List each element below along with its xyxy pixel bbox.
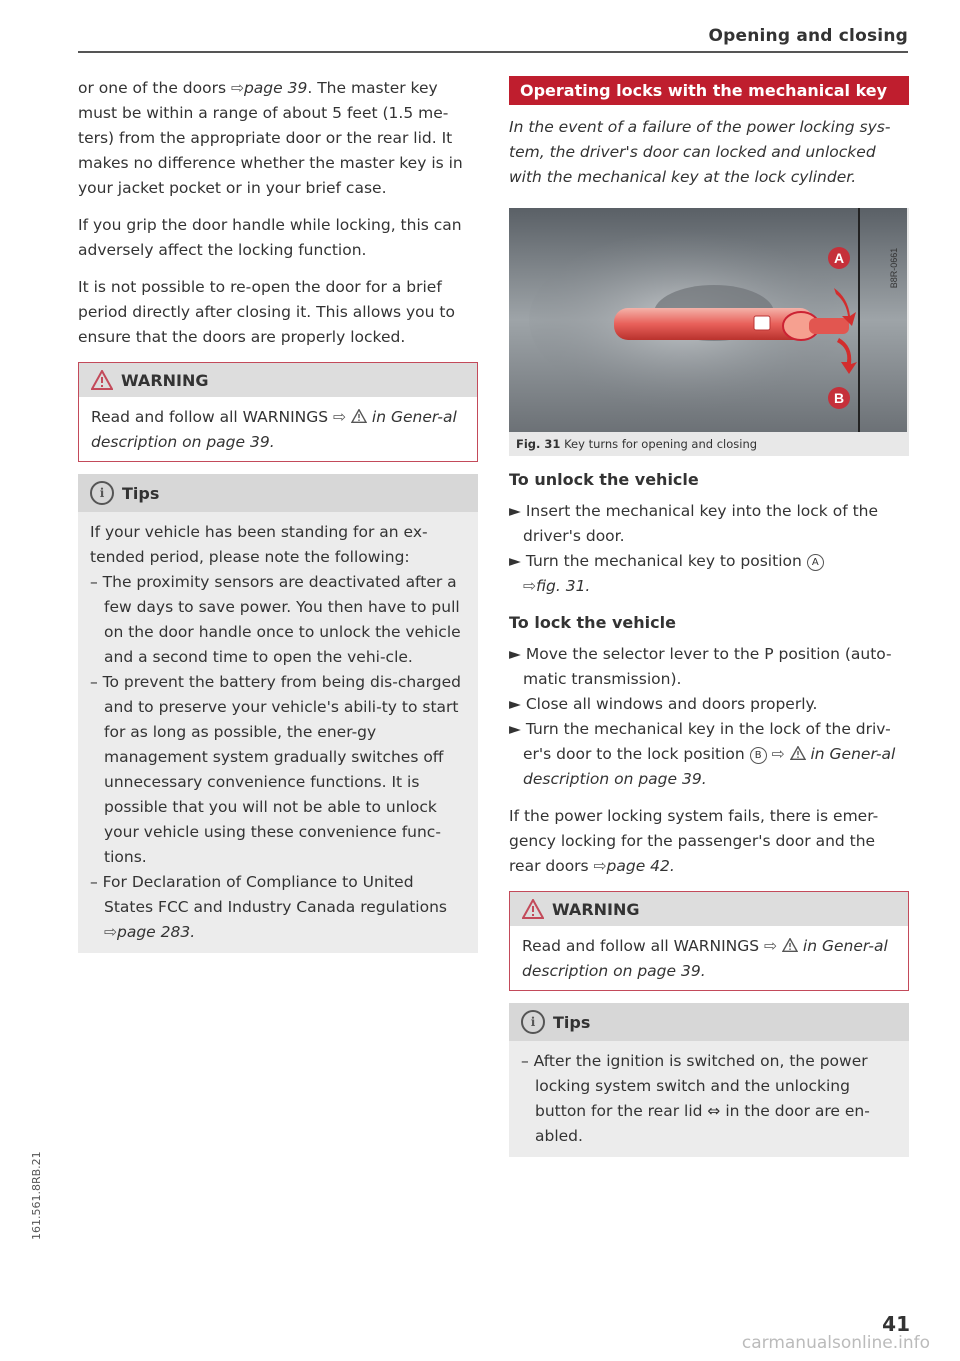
warning-text: Read and follow all WARNINGS ⇨ in Gener-al description on page 39. [91, 408, 457, 451]
right-column [509, 76, 909, 1157]
tips-item: – For Declaration of Compliance to United States FCC and Industry Canada regulations ⇨page 283. [90, 873, 447, 941]
position-a-icon: A [807, 554, 824, 571]
warning-box [78, 362, 478, 462]
page-header: Opening and closing [708, 26, 908, 46]
warning-link[interactable]: in Gener-al description on page 39. [522, 937, 888, 980]
side-code: 161.561.8RB.21 [30, 1151, 43, 1240]
arrow-icon: ⇨ [333, 408, 347, 426]
tips-box [78, 474, 478, 953]
unlock-step-2: ► Turn the mechanical key to position A ⇨fig. 31. [509, 549, 909, 599]
arrow-icon: ⇨ [771, 745, 785, 763]
tips-item: – To prevent the battery from being dis-charged and to preserve your vehicle's abili-ty to start for as long as possible, the ener-gy management system gradually switches off unnecessary convenience functions. It is possible that you will not be able to unlock your vehicle using these convenience func-tions. [90, 673, 461, 866]
info-icon: i [90, 481, 114, 505]
page-link[interactable]: page 39 [243, 79, 308, 97]
lock-step-3: ► Turn the mechanical key in the lock of the driv-er's door to the lock position B ⇨ in Gener-al description on page 39. [509, 720, 896, 788]
warning-header [79, 363, 477, 397]
figure [509, 208, 909, 456]
figure-link[interactable]: fig. 31. [536, 577, 591, 595]
warning-text: Read and follow all WARNINGS ⇨ in Gener-al description on page 39. [522, 937, 888, 980]
arrow-icon: ⇨ [104, 923, 117, 941]
key-lock-illustration [509, 208, 907, 432]
warning-triangle-icon [790, 746, 806, 760]
warning-box [509, 891, 909, 991]
label-b: B [833, 390, 845, 406]
lock-step-2: ► Close all windows and doors properly. [509, 695, 818, 713]
warning-link[interactable]: in Gener-al description on page 39. [523, 745, 896, 788]
lock-heading: To lock the vehicle [509, 613, 676, 632]
unlock-heading: To unlock the vehicle [509, 470, 699, 489]
paragraph-2: If you grip the door handle while locking, this can adversely affect the locking function. [78, 216, 462, 259]
section-title: Operating locks with the mechanical key [509, 76, 909, 105]
tips-item: – The proximity sensors are deactivated after a few days to save power. You then have to pull on the door handle once to unlock the vehicle and a second time to open the vehi-cle. [90, 573, 461, 666]
position-b-icon: B [750, 747, 767, 764]
paragraph-fail: If the power locking system fails, there is emer-gency locking for the passenger's door and the rear doors ⇨page 42. [509, 807, 879, 875]
tips-body [78, 512, 478, 953]
paragraph-3: It is not possible to re-open the door for a brief period directly after closing it. This allows you to ensure that the doors are properly locked. [78, 278, 455, 346]
page-link[interactable]: page 42. [606, 857, 675, 875]
tips-box [509, 1003, 909, 1157]
lock-step-1: ► Move the selector lever to the P position (auto-matic transmission). [509, 645, 892, 688]
warning-triangle-icon [522, 899, 544, 919]
arrow-icon: ⇨ [523, 577, 536, 595]
header-rule [78, 51, 908, 53]
left-column [78, 76, 478, 953]
arrow-icon: ⇨ [764, 937, 778, 955]
warning-header [510, 892, 908, 926]
arrow-icon: ⇨ [593, 857, 607, 875]
tips-item: – After the ignition is switched on, the power locking system switch and the unlocking button for the rear lid ⇔ in the door are en-abled. [521, 1052, 870, 1145]
page-number: 41 [882, 1312, 910, 1336]
tips-header [509, 1003, 909, 1041]
tips-header [78, 474, 478, 512]
arrow-icon: ⇨ [230, 79, 244, 97]
warning-triangle-icon [782, 938, 798, 952]
unlock-step-1: ► Insert the mechanical key into the lock of the driver's door. [509, 502, 879, 545]
rear-lid-icon: ⇔ [707, 1102, 721, 1120]
info-icon: i [521, 1010, 545, 1034]
figure-code: B8R-0661 [889, 247, 899, 289]
tips-body [509, 1041, 909, 1157]
warning-title: WARNING [552, 899, 640, 919]
tips-title: Tips [122, 483, 160, 503]
warning-triangle-icon [351, 409, 367, 423]
tips-title: Tips [553, 1012, 591, 1032]
watermark: carmanualsonline.info [741, 1333, 930, 1353]
warning-triangle-icon [91, 370, 113, 390]
label-a: A [833, 250, 845, 266]
page-link[interactable]: page 283. [117, 923, 196, 941]
section-intro: In the event of a failure of the power locking sys-tem, the driver's door can locked and unlocked with the mechanical key at the lock cylinder. [509, 118, 891, 186]
figure-caption: Fig. 31 Key turns for opening and closing [516, 437, 758, 451]
warning-title: WARNING [121, 370, 209, 390]
warning-link[interactable]: in Gener-al description on page 39. [91, 408, 457, 451]
paragraph-1: or one of the doors ⇨page 39. The master key must be within a range of about 5 feet (1.5 me-ters) from the appropriate door or the rear lid. It makes no difference whether the master key is in your jacket pocket or in your brief case. [78, 79, 463, 197]
tips-intro: If your vehicle has been standing for an ex-tended period, please note the following: [90, 523, 428, 566]
